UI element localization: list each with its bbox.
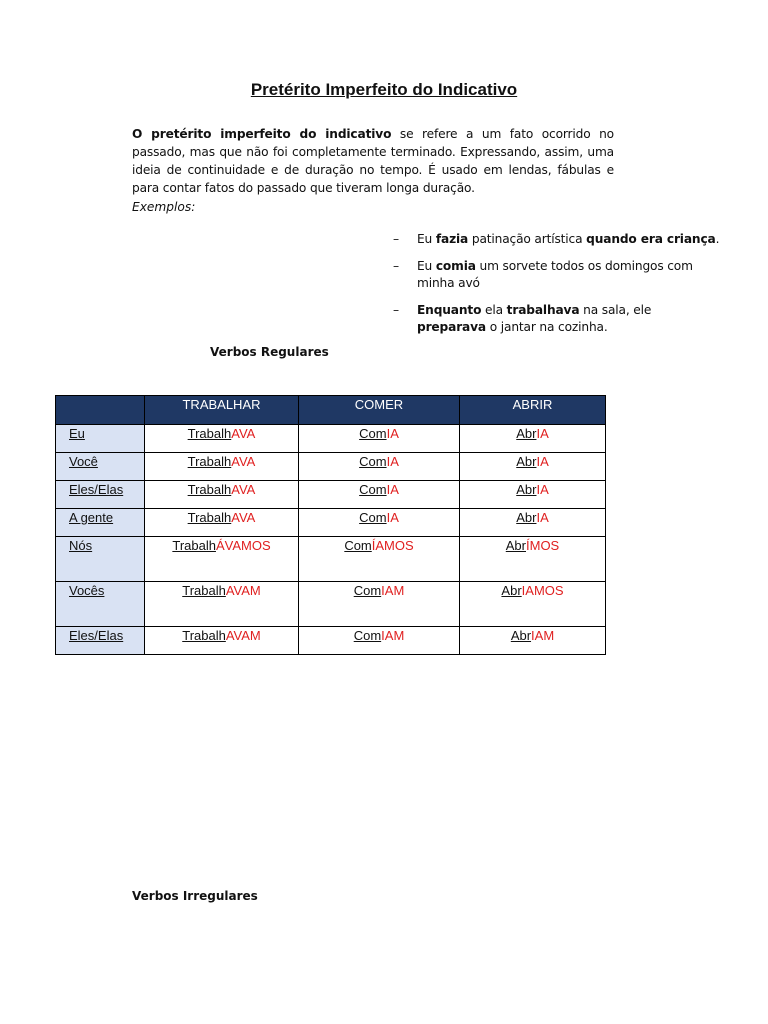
verb-ending: IA xyxy=(536,454,549,469)
verb-form-cell xyxy=(460,425,606,453)
verb-form-cell xyxy=(299,453,460,481)
table-row xyxy=(56,509,606,537)
verb-ending: AVAM xyxy=(225,628,261,643)
dash-bullet: – xyxy=(393,303,399,317)
verb-stem: Abr xyxy=(505,538,526,553)
conjugation-table xyxy=(55,395,606,655)
intro-paragraph xyxy=(132,125,614,197)
verb-form-cell xyxy=(460,481,606,509)
verb-ending: AVA xyxy=(231,482,256,497)
verb-form-cell xyxy=(460,582,606,627)
pronoun-cell: Eles/Elas xyxy=(56,481,145,509)
verb-ending: ÍAMOS xyxy=(371,538,414,553)
table-row xyxy=(56,481,606,509)
verb-form-cell xyxy=(299,481,460,509)
verb-stem: Com xyxy=(353,583,382,598)
table-row xyxy=(56,453,606,481)
verb-stem: Trabalh xyxy=(182,583,226,598)
header-cell-empty xyxy=(56,396,145,425)
verb-form-cell xyxy=(145,509,299,537)
verb-form-cell xyxy=(299,509,460,537)
header-cell-comer: COMER xyxy=(299,396,460,425)
pronoun-cell: Nós xyxy=(56,537,145,582)
verb-ending: ÍMOS xyxy=(526,538,560,553)
pronoun-cell: Eles/Elas xyxy=(56,627,145,655)
verb-stem: Abr xyxy=(516,482,537,497)
verb-ending: IA xyxy=(536,510,549,525)
verb-form-cell xyxy=(460,509,606,537)
verb-ending: IA xyxy=(536,482,549,497)
verb-stem: Trabalh xyxy=(182,628,226,643)
table-row xyxy=(56,582,606,627)
verb-ending: IAMOS xyxy=(521,583,564,598)
verb-form-cell xyxy=(299,627,460,655)
verb-stem: Com xyxy=(359,454,387,469)
example-item: – Enquanto ela trabalhava na sala, ele preparava o jantar na cozinha. xyxy=(393,303,652,334)
verb-ending: IA xyxy=(386,454,399,469)
intro-text: se refere a um fato ocorrido no passado, mas que não foi completamente terminado. Expressando, assim, uma ideia de continuidade e de duração no tempo. É usado em lendas, fábulas e para contar fatos do passado que tiveram longa duração. xyxy=(132,127,614,195)
verb-form-cell xyxy=(145,425,299,453)
verb-stem: Abr xyxy=(516,510,537,525)
verb-stem: Trabalh xyxy=(187,510,232,525)
verb-ending: AVA xyxy=(231,510,256,525)
verb-ending: IAM xyxy=(531,628,555,643)
verb-ending: AVA xyxy=(231,454,256,469)
pronoun-cell: Vocês xyxy=(56,582,145,627)
pronoun-cell: Eu xyxy=(56,425,145,453)
header-cell-trabalhar: TRABALHAR xyxy=(145,396,299,425)
table-row xyxy=(56,425,606,453)
verb-stem: Com xyxy=(359,426,387,441)
verb-stem: Trabalh xyxy=(187,454,232,469)
table-row xyxy=(56,627,606,655)
verb-form-cell xyxy=(460,453,606,481)
verb-stem: Com xyxy=(353,628,382,643)
verb-form-cell xyxy=(145,453,299,481)
section-heading-irregular-verbs: Verbos Irregulares xyxy=(132,889,258,903)
verb-form-cell xyxy=(145,537,299,582)
examples-label: Exemplos: xyxy=(132,200,196,214)
verb-form-cell xyxy=(299,582,460,627)
header-cell-abrir: ABRIR xyxy=(460,396,606,425)
verb-form-cell xyxy=(299,537,460,582)
verb-ending: ÁVAMOS xyxy=(215,538,271,553)
verb-ending: IA xyxy=(386,482,399,497)
verb-stem: Abr xyxy=(516,454,537,469)
intro-bold-lead: O pretérito imperfeito do indicativo xyxy=(132,127,392,141)
verb-ending: IAM xyxy=(381,628,405,643)
example-item: – Eu fazia patinação artística quando era criança. xyxy=(393,232,720,246)
verb-stem: Com xyxy=(344,538,372,553)
verb-stem: Trabalh xyxy=(187,482,232,497)
verb-form-cell xyxy=(145,582,299,627)
verb-form-cell xyxy=(145,481,299,509)
verb-form-cell xyxy=(299,425,460,453)
pronoun-cell: Você xyxy=(56,453,145,481)
verb-ending: IA xyxy=(386,426,399,441)
pronoun-cell: A gente xyxy=(56,509,145,537)
verb-stem: Com xyxy=(359,510,387,525)
page-title: Pretérito Imperfeito do Indicativo xyxy=(250,80,518,99)
verb-ending: IA xyxy=(386,510,399,525)
verb-form-cell xyxy=(460,537,606,582)
table-row xyxy=(56,537,606,582)
verb-stem: Com xyxy=(359,482,387,497)
verb-ending: IAM xyxy=(381,583,405,598)
verb-stem: Abr xyxy=(501,583,522,598)
examples-list xyxy=(393,231,723,346)
verb-ending: AVA xyxy=(231,426,256,441)
dash-bullet: – xyxy=(393,232,399,246)
verb-form-cell xyxy=(460,627,606,655)
example-item: – Eu comia um sorvete todos os domingos com minha avó xyxy=(393,259,693,290)
verb-stem: Abr xyxy=(516,426,537,441)
verb-stem: Trabalh xyxy=(172,538,216,553)
section-heading-regular-verbs: Verbos Regulares xyxy=(210,345,329,359)
table-header-row xyxy=(56,396,606,425)
verb-stem: Trabalh xyxy=(187,426,232,441)
dash-bullet: – xyxy=(393,259,399,273)
verb-stem: Abr xyxy=(510,628,532,643)
verb-form-cell xyxy=(145,627,299,655)
verb-ending: AVAM xyxy=(225,583,261,598)
verb-ending: IA xyxy=(536,426,549,441)
